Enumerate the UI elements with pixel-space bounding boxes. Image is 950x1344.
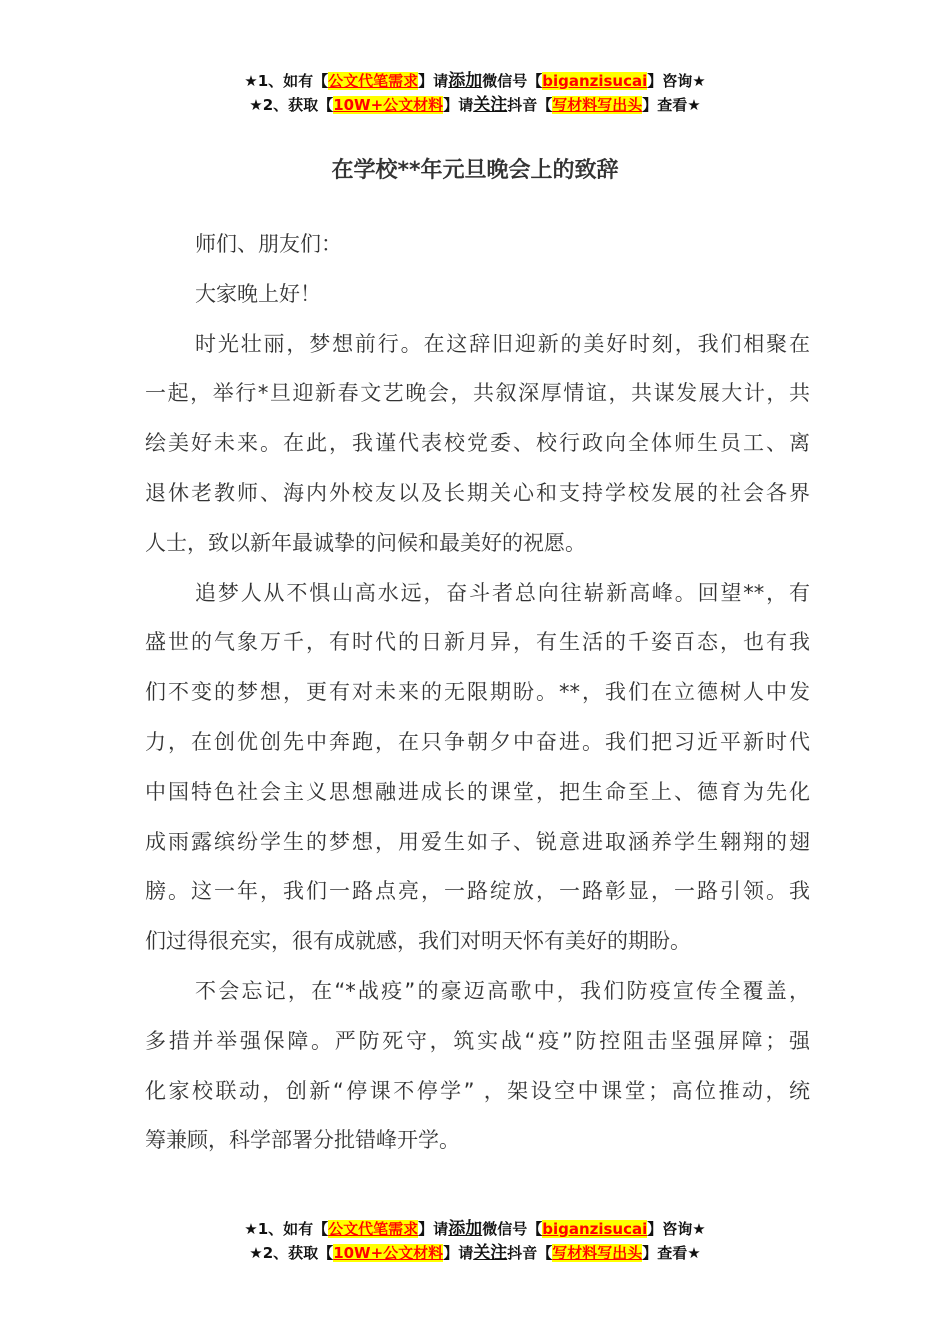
promo-emphasis: 添加 (448, 1219, 483, 1239)
text-line: 化家校联动，创新“停课不停学” ，架设空中课堂；高位推动，统 (145, 1078, 810, 1103)
text-line: 盛世的气象万千，有时代的日新月异，有生活的千姿百态，也有我 (145, 630, 810, 655)
promo-text: ★1、如有【 (244, 1220, 329, 1238)
text-line: 追梦人从不惧山高水远，奋斗者总向往崭新高峰。回望**，有 (195, 580, 810, 605)
text-line: 成雨露缤纷学生的梦想，用爱生如子、锐意进取涵养学生翱翔的翅 (145, 829, 810, 854)
promo-highlight: 10W+公文材料 (333, 96, 444, 114)
promo-line-2 (0, 93, 950, 117)
promo-text: 】查看★ (642, 96, 701, 114)
text-line: 绘美好未来。在此，我谨代表校党委、校行政向全体师生员工、离 (145, 431, 810, 456)
promo-line-2 (0, 1241, 950, 1265)
promo-line-1 (0, 1217, 950, 1241)
promo-text: ★2、获取【 (249, 96, 334, 114)
text-line: 人士，致以新年最诚挚的问候和最美好的祝愿。 (145, 530, 586, 555)
text-line: 膀。这一年，我们一路点亮，一路绽放，一路彰显，一路引领。我 (145, 879, 810, 904)
text-line: 时光壮丽，梦想前行。在这辞旧迎新的美好时刻，我们相聚在 (195, 331, 810, 356)
promo-highlight: 10W+公文材料 (333, 1244, 444, 1262)
text-line: 们不变的梦想，更有对未来的无限期盼。**，我们在立德树人中发 (145, 680, 810, 705)
promo-text: 】请 (418, 72, 449, 90)
promo-highlight: biganzisucai (542, 72, 648, 90)
promo-text: 】请 (418, 1220, 449, 1238)
promo-text: 】咨询★ (647, 1220, 706, 1238)
promo-text: 】查看★ (642, 1244, 701, 1262)
document-body (145, 222, 810, 1168)
promo-text: 】咨询★ (647, 72, 706, 90)
text-line: 不会忘记，在“*战疫”的豪迈高歌中，我们防疫宣传全覆盖， (195, 978, 810, 1003)
promo-text: ★1、如有【 (244, 72, 329, 90)
promo-text: 微信号【 (482, 72, 543, 90)
text-line: 筹兼顾，科学部署分批错峰开学。 (145, 1128, 460, 1153)
promo-line-1 (0, 69, 950, 93)
promo-highlight: 公文代笔需求 (328, 72, 419, 90)
promo-highlight: 公文代笔需求 (328, 1220, 419, 1238)
promo-emphasis: 关注 (473, 95, 508, 115)
promo-text: 】请 (443, 1244, 474, 1262)
text-line: 中国特色社会主义思想融进成长的课堂，把生命至上、德育为先化 (145, 779, 810, 804)
promo-text: 抖音【 (507, 96, 553, 114)
text-line: 退休老教师、海内外校友以及长期关心和支持学校发展的社会各界 (145, 480, 810, 505)
promo-emphasis: 添加 (448, 71, 483, 91)
text-line: 大家晚上好！ (195, 281, 321, 306)
text-line: 多措并举强保障。严防死守，筑实战“疫”防控阻击坚强屏障；强 (145, 1028, 810, 1053)
text-line: 们过得很充实，很有成就感，我们对明天怀有美好的期盼。 (145, 929, 691, 954)
promo-text: 】请 (443, 96, 474, 114)
promo-text: 微信号【 (482, 1220, 543, 1238)
text-line: 力，在创优创先中奔跑，在只争朝夕中奋进。我们把习近平新时代 (145, 729, 810, 754)
promo-header (0, 69, 950, 117)
document-title: 在学校**年元旦晚会上的致辞 (331, 158, 619, 183)
promo-footer (0, 1217, 950, 1265)
text-line: 一起，举行*旦迎新春文艺晚会，共叙深厚情谊，共谋发展大计，共 (145, 381, 810, 406)
promo-emphasis: 关注 (473, 1243, 508, 1263)
promo-text: 抖音【 (507, 1244, 553, 1262)
promo-text: ★2、获取【 (249, 1244, 334, 1262)
text-line: 师们、朋友们： (195, 232, 342, 256)
promo-highlight: biganzisucai (542, 1220, 648, 1238)
promo-highlight: 写材料写出头 (552, 96, 643, 114)
promo-highlight: 写材料写出头 (552, 1244, 643, 1262)
